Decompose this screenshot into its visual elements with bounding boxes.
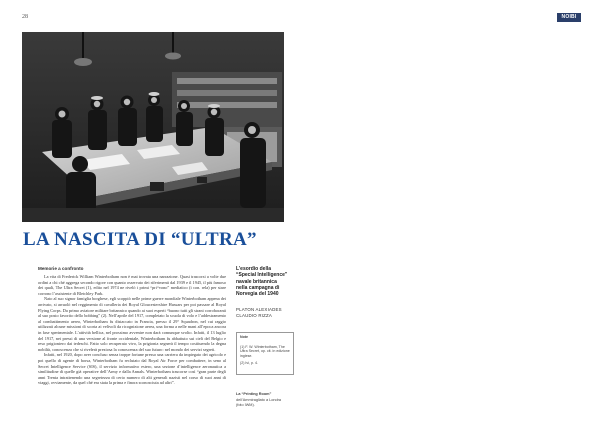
sidebar-title-line: L’esordio della [236,266,272,272]
footnotes-heading: Note [240,335,248,339]
body-paragraph: Infatti, nel 1920, dopo aver concluso senza troppe fortune presso una carriera da impiegato dei agricolo e poi quello di agente di borsa, Winterbotham fu reclutato dal Royal Air Force per combattere, in seno al Secret Intelligence Service (SIS), il servizio informativo estero, una sezione d’intelligence aeronautica a similitudine di quelle già operative dell’Army e dalla Annals. Winterbotham trascorse così “gran parte degli anni Trenta intrattenendo una segretezza di certo numero di alti generali nazisti nel corso di suoi anni di viaggi, ovviamente, da quel ché era stata la prima e finora sconosciuta ad altri”. [38,352,226,386]
wartime-operations-room-photo-icon [22,32,284,222]
article-body [38,274,226,419]
operations-room-photo [22,32,284,222]
article-title: LA NASCITA DI “ULTRA” [23,229,257,250]
page-number: 28 [22,14,28,20]
sidebar-title [236,266,306,297]
body-paragraph: Nato al suo signor famiglia borghese, egli scoppiò nelle prime guerre mondiale Winterbotham appena dei arrivato, si arruolò nel reggimento di cavalleria dei Royal Gloucestershire Hussars per poi passare al Royal Flying Corps. Da primo aviatore militare britannico quando ai suoi esperti “buono tutti gli strani corroboranti al suo posto favorito dello bobbing” (2). Nell’aprile del 1917, completato la scuola di volo e l’addestramento al combattimento aereo, Winterbotham fu distaccato in Francia, presso il 29° Squadron, nel cui raggio utilizzati alcune missioni di scorta ai velivoli da ricognizione aerea, una forma a nelle mani all’epoca ancora in fase sperimentale. L’attività bellica, nel prossimo avvenire non darà comunque svolto. Infatti, il 13 luglio del 1917, nei pressi di una versione al fronte occidentale, Winterbotham fu abbattuto sui cieli del Belgio e reso prigioniero dai tedeschi. Fatto solo recuperato vivo, la prigionia segnerà il tempo costituendo la degna nobiltà, conoscenza che si rivelerà preziosa la conoscenza del suo futuro: nel mondo dei servizi segreti. [38,296,226,352]
footnote: (1) F. W. Winterbotham, The Ultra Secret, op. cit. in edizione inglese. [240,344,290,358]
footnotes-box [236,332,294,375]
caption-line: dell’Ammiragliato a Londra [236,397,281,402]
photo-caption [236,392,296,407]
sidebar-title-line: navale britannica [236,278,277,285]
author-name: PLATON ALEXIADES [236,307,282,312]
body-paragraph: La vita di Frederick William Winterbotham non è mai trovata una narrazione. Quasi trascorsi a volte due ordini a chi ché aggrega secondo rigore con quanto osservato dei riferimenti dal 1939 e il 1945, il più famoso dei quali, The Ultra Secret (1), edito nel 1974 ne rivelò i primi “pri“vono” mediatico (i con. rela) per stare corrono l’assistente di Bletchley Park. [38,274,226,296]
author-name: CLAUDIO RIZZA [236,313,273,318]
footnote: (2) Ivi, p. 4. [240,361,258,366]
magazine-logo: NOIBI [557,13,581,22]
article-subhead: Memorie a confronto [38,266,84,271]
caption-heading: La “Printing Room” [236,392,272,396]
sidebar-title-line: nella campagna di [236,284,280,291]
caption-line: (foto IWM). [236,402,255,407]
article-authors [236,307,306,319]
sidebar-title-line: Norvegia del 1940 [236,291,279,298]
sidebar-title-line: “Special Intelligence” [236,272,288,279]
